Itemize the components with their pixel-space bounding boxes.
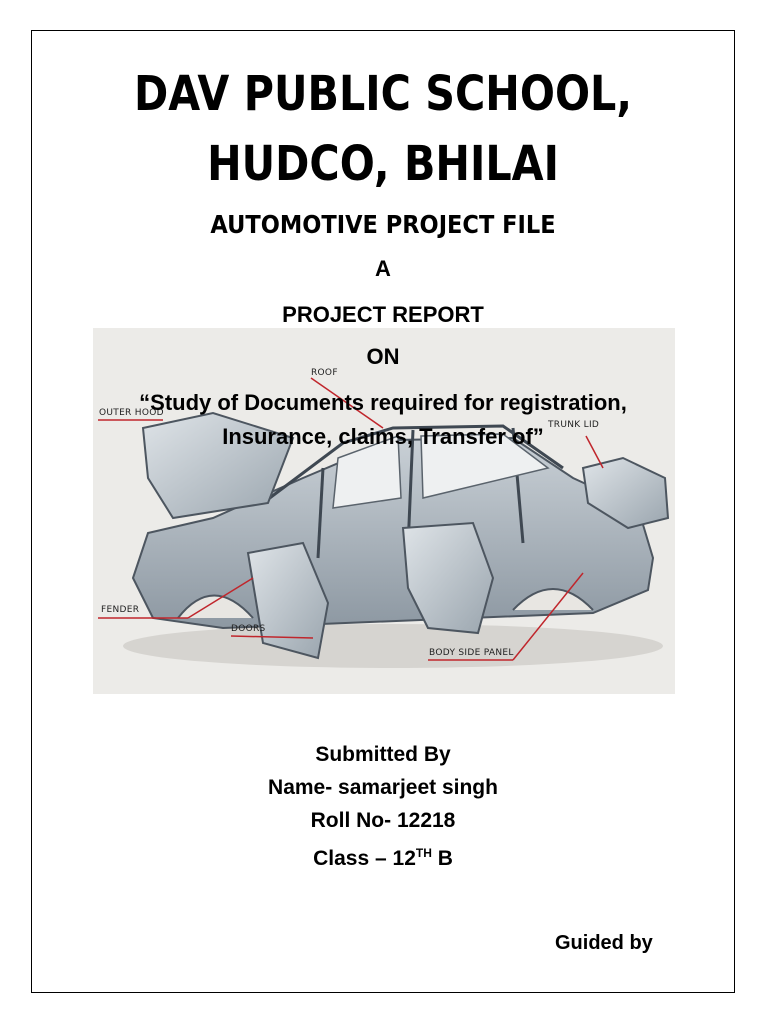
student-class: [31, 837, 735, 875]
study-topic-line-2: Insurance, claims, Transfer of”: [222, 424, 544, 449]
submission-info: [31, 738, 735, 875]
label-trunk-lid: TRUNK LID: [548, 420, 600, 430]
guided-by-label: Guided by: [555, 932, 653, 954]
label-body-side-panel: BODY SIDE PANEL: [429, 648, 514, 658]
class-prefix: Class – 12: [313, 847, 416, 870]
project-report-heading: PROJECT REPORT: [282, 302, 484, 327]
class-superscript: TH: [415, 846, 432, 860]
label-outer-hood: OUTER HOOD: [99, 408, 164, 418]
study-topic: [31, 386, 735, 454]
label-fender: FENDER: [101, 605, 140, 615]
class-suffix: B: [431, 847, 453, 870]
study-topic-line-1: “Study of Documents required for registration,: [139, 390, 627, 415]
roll-number: Roll No- 12218: [310, 809, 456, 832]
report-on: ON: [366, 344, 400, 369]
report-letter-a: A: [375, 256, 391, 281]
school-name-line-2: HUDCO, BHILAI: [207, 136, 559, 192]
label-roof: ROOF: [311, 368, 338, 378]
school-name-line-1: DAV PUBLIC SCHOOL,: [133, 66, 633, 122]
submitted-by-heading: Submitted By: [315, 743, 451, 766]
label-doors: DOORS: [231, 624, 266, 634]
project-file-title: AUTOMOTIVE PROJECT FILE: [210, 210, 556, 239]
student-name: Name- samarjeet singh: [268, 776, 498, 799]
car-sketch: [93, 328, 675, 694]
car-body-illustration: [93, 328, 675, 694]
